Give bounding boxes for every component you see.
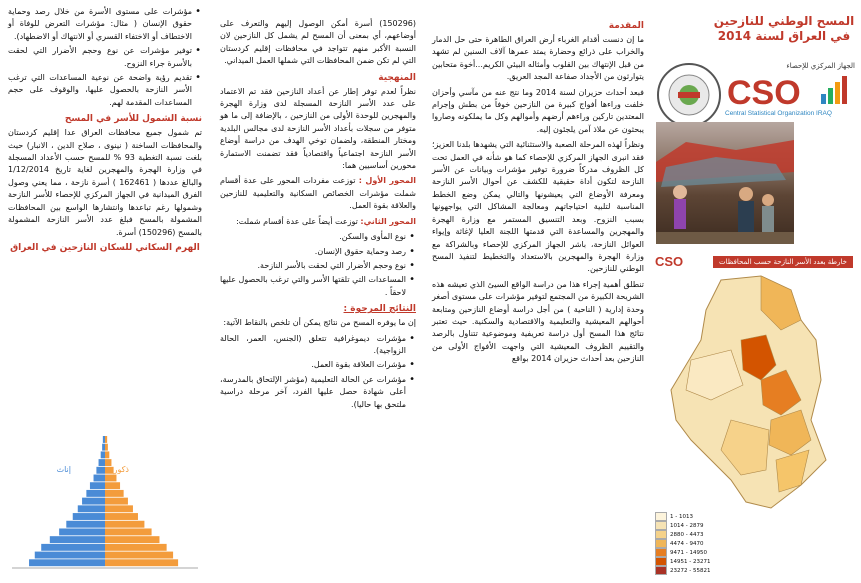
map-panel	[651, 250, 861, 583]
ministry-seal	[656, 62, 722, 128]
bar-logo-icon	[819, 72, 855, 106]
pyramid-bar-male	[94, 475, 105, 482]
pyramid-bar-male	[101, 451, 105, 458]
pyramid-bar-male	[29, 559, 105, 566]
cso-arabic-name: الجهاز المركزي للإحصاء	[786, 62, 855, 70]
cso-logo-text: CSO	[727, 74, 801, 112]
pyramid-bar-female	[105, 467, 114, 474]
coverage-heading: نسبة الشمول للأسر في المسح	[64, 114, 202, 125]
pyramid-bar-female	[105, 536, 159, 543]
pyramid-bar-male	[35, 552, 105, 559]
column-3	[212, 0, 424, 583]
pyramid-bar-male	[99, 459, 105, 466]
pyramid-bar-female	[105, 513, 138, 520]
pyramid-female-label: ذكور	[113, 465, 129, 474]
list-item: • مؤشرات ديموغرافية تتعلق (الجنس، العمر، الحالة الزواجية).	[220, 333, 406, 358]
axis1-text: توزعت مفردات المحور على عدة أقسام شملت مؤشرات الخصائص السكانية والتعليمية للنازحين والعلاقة بقوة العمل.	[220, 176, 416, 211]
intro-paragraph-4: تنطلق أهمية إجراء هذا من دراسة الواقع السيئ الذي تعيشه هذه الشريحة الكبيرة من المجتمع لتوفير مؤشرات على مستوى أصغر وحدة إدارية ( الناحية ) من أجل دراسة أوضاع النازحين ومتابعة أحوالهم المعيشية والتعليمية والاقتصادية والسكنية. حيث تعتبر نتائج هذا المسح أول دراسة تعريفية وموضوعية تتناول بالرصد والتقييم الظروف المعيشية التي واجهت الأفواج الأولى من النازحين بعد أحداث حزيران 2014 بواقع	[432, 279, 644, 364]
pyramid-bar-male	[73, 513, 105, 520]
legend-item: 1014 - 2879	[655, 521, 715, 530]
pyramid-bar-male	[41, 544, 105, 551]
pyramid-title: الهرم السكاني للسكان النازحين في العراق	[10, 242, 200, 253]
axis2-list	[220, 231, 416, 299]
pyramid-bar-female	[105, 528, 152, 535]
list-item: • نوع المأوى والسكن.	[220, 231, 406, 243]
map-cso-logo: CSO	[655, 254, 684, 269]
brochure-title: المسح الوطني للنازحين في العراق لسنة 2014	[713, 14, 855, 43]
axis1-label: المحور الأول :	[358, 176, 416, 186]
pyramid-bar-female	[105, 451, 109, 458]
pyramid-bar-male	[78, 505, 105, 512]
iraq-map	[651, 270, 861, 530]
pyramid-bar-male	[103, 436, 105, 443]
pyramid-bar-female	[105, 559, 178, 566]
pyramid-bar-male	[102, 444, 105, 451]
list-item: • توفير مؤشرات عن نوع وحجم الأضرار التي لحقت بالأسرة جراء النزوح.	[8, 45, 192, 70]
pyramid-bar-male	[96, 467, 105, 474]
cso-logo	[723, 62, 857, 120]
pyramid-bar-male	[86, 490, 105, 497]
pyramid-bar-female	[105, 490, 124, 497]
list-item: • مؤشرات على مستوى الأسرة من خلال رصد وحماية حقوق الإنسان ( مثال: مؤشرات التعرض للوفاة أو الاختطاف أو الاختفاء القسري أو الانتهاك أو الاضطهاد).	[8, 6, 192, 43]
pyramid-bar-female	[105, 444, 108, 451]
results-list	[220, 333, 416, 411]
list-item: • مؤشرات عن الحالة التعليمية (مؤشر الإلتحاق بالمدرسة، أعلى شهادة حصل عليها الفرد، آخر مرحلة دراسية ملتحق بها حاليا).	[220, 374, 406, 411]
pyramid-bar-female	[105, 505, 133, 512]
population-pyramid-chart	[8, 430, 202, 575]
pyramid-bar-female	[105, 436, 107, 443]
pyramid-bar-female	[105, 459, 111, 466]
map-title: خارطة بعدد الأسر النازحة حسب المحافظات	[713, 256, 853, 268]
results-list-continued	[8, 6, 202, 109]
list-item: • نوع وحجم الأضرار التي لحقت بالأسر النازحة.	[220, 260, 406, 272]
pyramid-bar-female	[105, 475, 116, 482]
axis2-label: المحور الثاني:	[360, 216, 416, 226]
pyramid-bar-female	[105, 498, 128, 505]
pyramid-bar-male	[66, 521, 105, 528]
coverage-paragraph: تم شمول جميع محافظات العراق عدا إقليم كردستان والمحافظات الساخنة ( نينوى ، صلاح الدين ، الانبار) حيث بلغت نسبة التغطية 93 % للمسح حسب الأعداد المسجلة في وزارة الهجرة والمهجرين لغاية تاريخ 1/12/2014 والبالغ عددها ( 162461 ) أسرة نازحة ، مما يعني وصول الفرق الميدانية في الجهاز المركزي للإحصاء للأسر النازحة وشمولها رغم تباعدها وانتشارها الواسع بين المحافظات المشمولة بالمسح فبلغ عدد الأسر النازحة المشمولة بالمسح (150296) أسرة.	[8, 128, 203, 237]
pyramid-bar-male	[82, 498, 105, 505]
results-heading: النتائج المرجوة :	[343, 304, 416, 315]
list-item: • مؤشرات العلاقة بقوة العمل.	[220, 359, 406, 371]
intro-paragraph-2: فبعد أحداث حزيران لسنة 2014 وما نتج عنه من مآسي وأحزان خلفت وراءها أفواج كبيرة من النازحين خوفاً من بطش وإجرام المعتدين تاركين وراءهم أرضهم وأموالهم وكل ما يملكونه وصاروا يبحثون عن ملاذ آمن يلجئون إليه.	[432, 87, 644, 134]
intro-paragraph-1: ما إن دنست أقدام الغرباء أرض العراق الطاهرة حتى حل الدمار والخراب على ذرائع وحضارة يمتد عمرها آلاف السنين لم تشهد من قبل الإنتهاك بين القلوب وأمثاله البيئي الكريم...أخوة متحابين يتوارثون من الأجداد صفاعة المجد العريق.	[432, 35, 644, 82]
map-legend	[655, 512, 715, 575]
results-intro: إن ما يوفره المسح من نتائج يمكن أن تلخص بالنقاط الآتية:	[223, 318, 416, 328]
methodology-paragraph: نظراً لعدم توفر إطار عن أعداد النازحين فقد تم الاعتماد على عدد الأسر النازحة المسجلة لدى وزارة الهجرة والمهجرين للوحدة الأولى من النازحين ، بالإضافة إلى ما هو متوفر من سجلات بأعداد الأسر النازحة لدى مجالس البلدية ومختار المنطقة، ولضمان توخي الهدف من دراسة أوضاع الأسر النازحة اجتماعياً واقتصادياً فقد تضمنت الاستمارة محورين أساسيين هما:	[220, 86, 416, 171]
pyramid-male-label: إناث	[56, 465, 71, 474]
pyramid-bar-male	[59, 528, 105, 535]
pyramid-bar-female	[105, 482, 120, 489]
column-2	[426, 0, 650, 583]
intro-heading: المقدمة	[608, 21, 644, 31]
axis2-paragraph	[220, 216, 416, 228]
methodology-heading: المنهجية	[378, 72, 416, 83]
pyramid-bar-female	[105, 544, 167, 551]
list-item: • تقديم رؤية واضحة عن نوعية المساعدات التي ترغب الأسر النازحة بالحصول عليها، والوقوف على حجم المساعدات المقدمة لهم.	[8, 72, 192, 109]
cso-subtitle: Central Statistical Organization IRAQ	[725, 110, 832, 117]
column-4	[0, 0, 210, 583]
legend-item: 4474 - 9470	[655, 539, 715, 548]
pyramid-bar-male	[90, 482, 105, 489]
legend-item: 23272 - 55821	[655, 566, 715, 575]
pyramid-bar-male	[50, 536, 105, 543]
intro-paragraph-3: ونظراً لهذه المرحلة الصعبة والاستثنائية التي يشهدها بلدنا العزيز؛ فقد انبرى الجهاز المركزي للإحصاء كما هو شأنه في العمل تحت كل الظروف مدركاً ضرورة توفير مؤشرات وبيانات عن الأسر النازحة لتكون أداة حقيقية للكشف عن أحوال الأسر النازحة ومعرفة الأوضاع التي يعيشونها والتالي يمكن وضع الخطط المناسبة لتلبية احتياجاتهم ومعالجة المشاكل التي يواجهونها بسبب النزوح. وبعد التنسيق المستمر مع وزارة الهجرة والمهجرين والمساعدة التي قدمتها اللجنة العليا لإغاثة وإيواء العوائل النازحة، باشر الجهاز المركزي للإحصاء وبالشراكة مع وزارة الهجرة والمهجرين بالاستعداد والتخطيط لتنفيذ المسح الوطني للنازحين.	[432, 140, 644, 274]
displaced-family-photo	[656, 122, 794, 244]
axis1-paragraph	[220, 175, 416, 212]
axis2-text: توزعت أيضاً على عدة أقسام شملت:	[236, 216, 358, 226]
list-item: • رصد وحماية حقوق الإنسان.	[220, 246, 406, 258]
pyramid-bar-female	[105, 521, 144, 528]
legend-item: 14951 - 23271	[655, 557, 715, 566]
continuation-paragraph: (150296) أسرة أمكن الوصول إليهم والتعرف على أوضاعهم، أي بمعنى أن المسح لم يشمل كل النازحين لان النسبة الأكبر منهم تتواجد في محافظات إقليم كردستان التي لم تكن ضمن المحافظات التي شملها العمل الميداني.	[220, 19, 416, 66]
list-item: • المساعدات التي تلقتها الأسر والتي ترغب بالحصول عليها لاحقاً .	[220, 274, 406, 299]
legend-item: 2880 - 4473	[655, 530, 715, 539]
legend-item: 9471 - 14950	[655, 548, 715, 557]
pyramid-bar-female	[105, 552, 173, 559]
legend-item: 1 - 1013	[655, 512, 715, 521]
